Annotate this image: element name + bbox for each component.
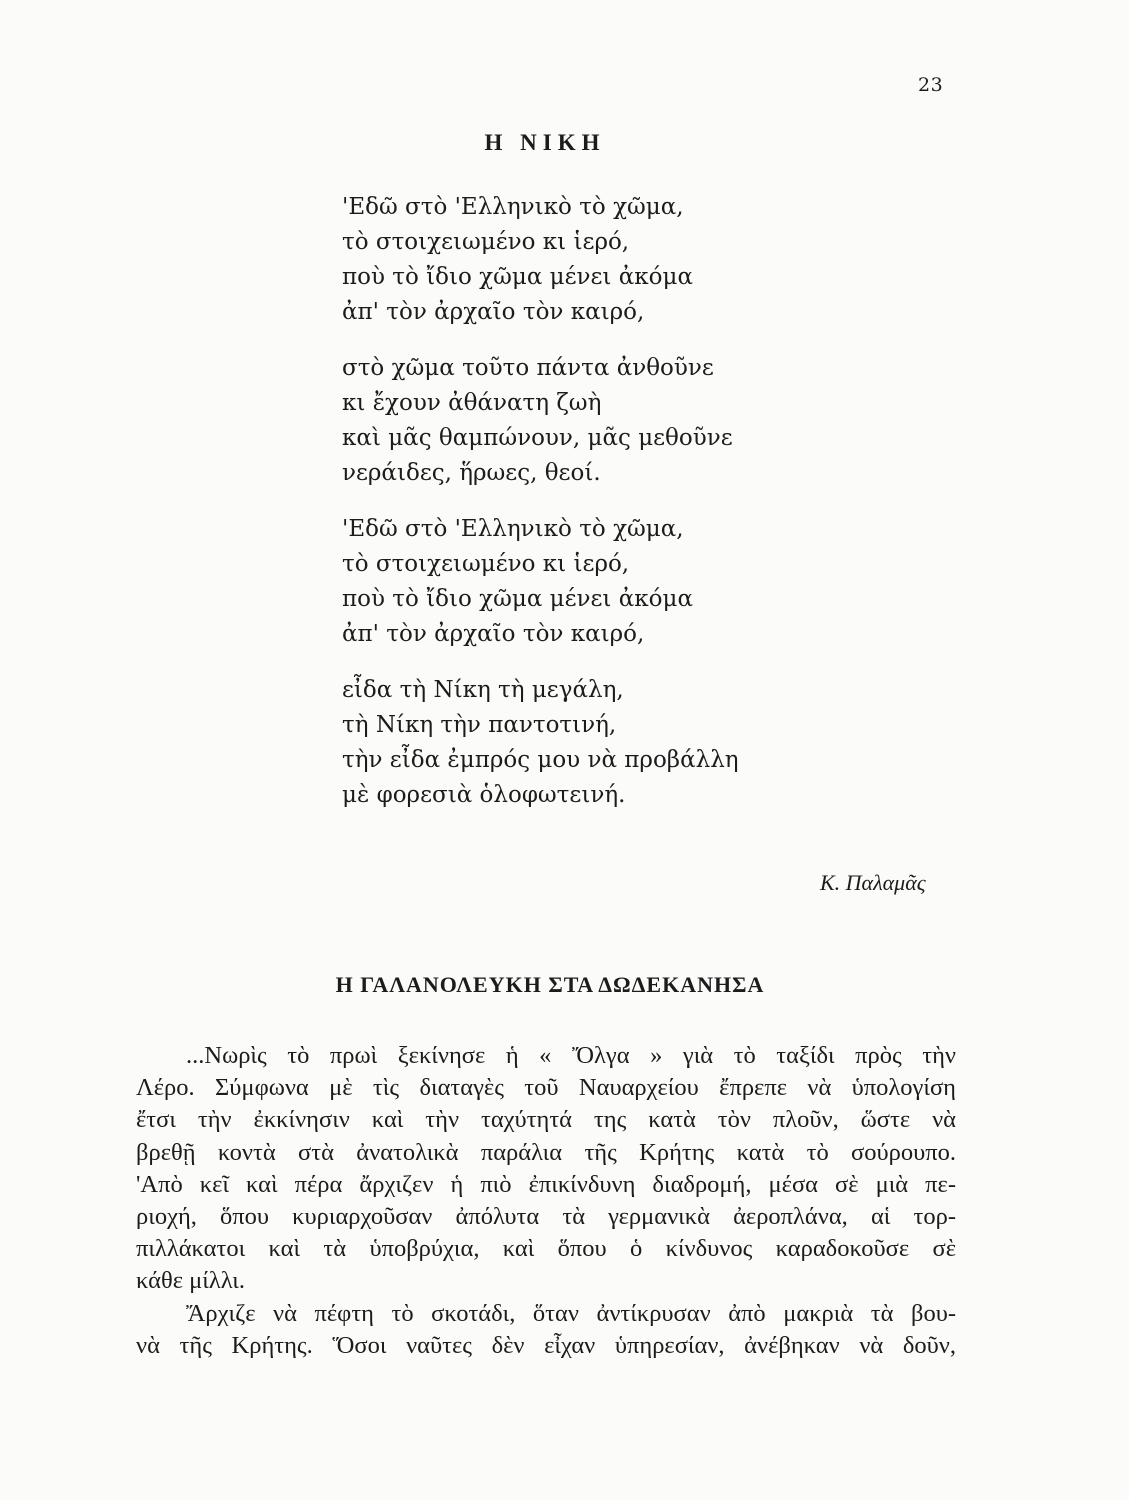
article-line: ἔτσι τὴν ἐκκίνησιν καὶ τὴν ταχύτητά της κατὰ τὸν πλοῦν, ὥστε νὰ (136, 1106, 956, 1134)
poem-verse: μὲ φορεσιὰ ὁλοφωτεινή. (342, 782, 626, 808)
poem-verse: καὶ μᾶς θαμπώνουν, μᾶς μεθοῦνε (342, 425, 733, 451)
article-line: κάθε μίλλι. (136, 1267, 246, 1295)
article-line: Λέρο. Σύμφωνα μὲ τὶς διαταγὲς τοῦ Ναυαρχείου ἔπρεπε νὰ ὑπολογίση (136, 1074, 956, 1102)
article-body (136, 1040, 956, 1362)
poem-stanza-2 (342, 351, 862, 491)
poem-author: Κ. Παλαμᾶς (820, 870, 926, 895)
poem-verse: ποὺ τὸ ἴδιο χῶμα μένει ἀκόμα (342, 264, 693, 290)
article-line: ...Νωρὶς τὸ πρωὶ ξεκίνησε ἡ « Ὄλγα » γιὰ τὸ ταξίδι πρὸς τὴν (186, 1042, 956, 1069)
poem (342, 190, 862, 834)
poem-verse: στὸ χῶμα τοῦτο πάντα ἀνθοῦνε (342, 355, 714, 381)
poem-verse: εἶδα τὴ Νίκη τὴ μεγάλη, (342, 677, 624, 703)
poem-verse: ποὺ τὸ ἴδιο χῶμα μένει ἀκόμα (342, 586, 693, 612)
article-title: Η ΓΑΛΑΝΟΛΕΥΚΗ ΣΤΑ ΔΩΔΕΚΑΝΗΣΑ (335, 972, 765, 997)
article-line: πιλλάκατοι καὶ τὰ ὑποβρύχια, καὶ ὅπου ὁ κίνδυνος καραδοκοῦσε σὲ (136, 1235, 956, 1263)
poem-verse: τὸ στοιχειωμένο κι ἱερό, (342, 551, 630, 577)
article-line: Ἄρχιζε νὰ πέφτη τὸ σκοτάδι, ὅταν ἀντίκρυσαν ἀπὸ μακριὰ τὰ βου- (186, 1299, 956, 1327)
poem-stanza-4 (342, 673, 862, 813)
article-line: νὰ τῆς Κρήτης. Ὅσοι ναῦτες δὲν εἶχαν ὑπηρεσίαν, ἀνέβηκαν νὰ δοῦν, (136, 1331, 956, 1359)
article-line: 'Απὸ κεῖ καὶ πέρα ἄρχιζεν ἡ πιὸ ἐπικίνδυνη διαδρομή, μέσα σὲ μιὰ πε- (136, 1170, 956, 1198)
poem-verse: 'Εδῶ στὸ 'Ελληνικὸ τὸ χῶμα, (342, 194, 684, 220)
poem-stanza-1 (342, 190, 862, 330)
page-number: 23 (918, 74, 944, 96)
poem-verse: τὴν εἶδα ἐμπρός μου νὰ προβάλλη (342, 747, 739, 773)
poem-verse: νεράιδες, ἥρωες, θεοί. (342, 460, 601, 486)
article-line: βρεθῇ κοντὰ στὰ ἀνατολικὰ παράλια τῆς Κρήτης κατὰ τὸ σούρουπο. (136, 1138, 956, 1166)
poem-verse: τὸ στοιχειωμένο κι ἱερό, (342, 229, 630, 255)
article-line: ριοχή, ὅπου κυριαρχοῦσαν ἀπόλυτα τὰ γερμανικὰ ἀεροπλάνα, αἱ τορ- (136, 1202, 956, 1230)
poem-stanza-3 (342, 512, 862, 652)
poem-verse: κι ἔχουν ἀθάνατη ζωὴ (342, 390, 602, 416)
poem-verse: ἀπ' τὸν ἀρχαῖο τὸν καιρό, (342, 621, 645, 647)
poem-verse: τὴ Νίκη τὴν παντοτινή, (342, 712, 617, 738)
poem-verse: 'Εδῶ στὸ 'Ελληνικὸ τὸ χῶμα, (342, 516, 684, 542)
poem-title: Η ΝΙΚΗ (484, 130, 606, 155)
poem-verse: ἀπ' τὸν ἀρχαῖο τὸν καιρό, (342, 299, 645, 325)
